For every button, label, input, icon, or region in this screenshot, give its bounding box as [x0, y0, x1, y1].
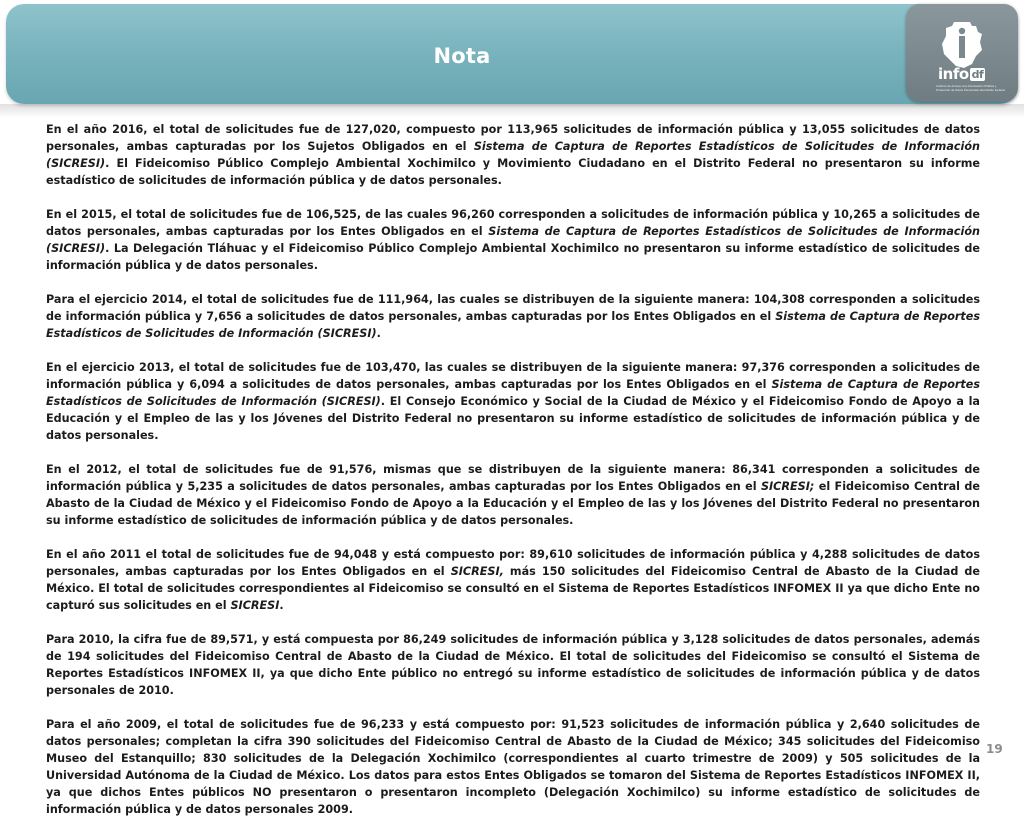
paragraph-text: En el ejercicio 2013, el total de solicitudes fue de 103,470, las cuales se distribuyen de la siguiente manera: 97,376 corresponden a solicitudes de información pública y 6,094 a solicitudes de datos personales, ambas capturadas por los Entes Obligados en el	[46, 361, 980, 391]
note-paragraph	[46, 716, 980, 818]
system-name: SICRESI;	[760, 480, 815, 493]
info-logo-icon	[940, 20, 984, 70]
paragraph-text: el Fideicomiso Central de Abasto de la Ciudad de México y el Fideicomiso Fondo de Apoyo a la Educación y el Empleo de las y los Jóvenes del Distrito Federal no presentaron su informe estadístico de solicitudes de información pública y de datos personales.	[46, 480, 980, 527]
page-number: 19	[986, 742, 1003, 756]
note-paragraph	[46, 359, 980, 444]
note-paragraph	[46, 546, 980, 614]
info-logo-tagline: Instituto de Acceso a la Información Pública y Protección de Datos Personales del Distrito Federal	[936, 84, 1005, 92]
note-body	[46, 121, 980, 818]
paragraph-text: Para el año 2009, el total de solicitudes fue de 96,233 y está compuesto por: 91,523 solicitudes de información pública y 2,640 solicitudes de datos personales; completan la cifra 390 solicitudes del Fideicomiso Central de Abasto de la Ciudad de México; 345 solicitudes del Fideicomiso Museo del Estanquillo; 830 solicitudes de la Delegación Xochimilco (correspondientes al cuarto trimestre de 2009) y 505 solicitudes de la Universidad Autónoma de la Ciudad de México. Los datos para estos Entes Obligados se tomaron del Sistema de Reportes Estadísticos INFOMEX II, ya que dichos Entes públicos NO presentaron o presentaron incompleto (Delegación Xochimilco) su informe estadístico de solicitudes de información pública y de datos personales 2009.	[46, 718, 980, 816]
paragraph-text: En el año 2011 el total de solicitudes fue de 94,048 y está compuesto por: 89,610 solicitudes de información pública y 4,288 solicitudes de datos personales, ambas capturadas por los Entes Obligados en el	[46, 548, 980, 578]
system-name: SICRESI,	[450, 565, 504, 578]
note-paragraph	[46, 121, 980, 189]
system-name: Sistema de Captura de Reportes Estadísticos de Solicitudes de Información (SICRESI)	[46, 140, 981, 170]
paragraph-text: Para 2010, la cifra fue de 89,571, y está compuesta por 86,249 solicitudes de información pública y 3,128 solicitudes de datos personales, además de 194 solicitudes del Fideicomiso Central de Abasto de la Ciudad de México. El total de solicitudes del Fideicomiso se consultó el Sistema de Reportes Estadísticos INFOMEX II, ya que dicho Ente público no entregó su informe estadístico de solicitudes de información pública y de datos personales de 2010.	[46, 633, 980, 697]
system-name: Sistema de Captura de Reportes Estadísticos de Solicitudes de Información (SICRESI)	[46, 378, 981, 408]
paragraph-text: En el 2012, el total de solicitudes fue de 91,576, mismas que se distribuyen de la siguiente manera: 86,341 corresponden a solicitudes de información pública y 5,235 a solicitudes de datos personales, ambas capturadas por los Entes Obligados en el	[46, 463, 980, 493]
paragraph-text: .	[279, 599, 284, 612]
paragraph-text: . La Delegación Tláhuac y el Fideicomiso Público Complejo Ambiental Xochimilco no presentaron su informe estadístico de solicitudes de información pública y de datos personales.	[46, 242, 980, 272]
paragraph-text: En el 2015, el total de solicitudes fue de 106,525, de las cuales 96,260 corresponden a solicitudes de información pública y 10,265 a solicitudes de datos personales, ambas capturadas por los Entes Obligados en el	[46, 208, 980, 238]
info-logo	[906, 4, 1018, 102]
note-paragraph	[46, 291, 980, 342]
system-name: SICRESI	[230, 599, 280, 612]
paragraph-text: Para el ejercicio 2014, el total de solicitudes fue de 111,964, las cuales se distribuyen de la siguiente manera: 104,308 corresponden a solicitudes de información pública y 7,656 a solicitudes de datos personales, ambas capturadas por los Entes Obligados en el	[46, 293, 980, 323]
page-title: Nota	[433, 44, 491, 68]
note-paragraph	[46, 206, 980, 274]
info-logo-text: info df	[938, 65, 984, 83]
note-paragraph	[46, 461, 980, 529]
note-paragraph	[46, 631, 980, 699]
header-shadow	[0, 104, 1024, 118]
paragraph-text: .	[376, 327, 381, 340]
system-name: Sistema de Captura de Reportes Estadísticos de Solicitudes de Información (SICRESI)	[46, 310, 981, 340]
paragraph-text: En el año 2016, el total de solicitudes fue de 127,020, compuesto por 113,965 solicitudes de información pública y 13,055 solicitudes de datos personales, ambas capturadas por los Sujetos Obligados en el	[46, 123, 980, 153]
paragraph-text: . El Consejo Económico y Social de la Ciudad de México y el Fideicomiso Fondo de Apoyo a la Educación y el Empleo de las y los Jóvenes del Distrito Federal no presentaron su informe estadístico de solicitudes de información pública y de datos personales.	[46, 395, 980, 442]
paragraph-text: más 150 solicitudes del Fideicomiso Central de Abasto de la Ciudad de México. El total de solicitudes correspondientes al Fideicomiso se consultó en el Sistema de Reportes Estadísticos INFOMEX II ya que dicho Ente no capturó sus solicitudes en el	[46, 565, 980, 612]
paragraph-text: . El Fideicomiso Público Complejo Ambiental Xochimilco y Movimiento Ciudadano en el Distrito Federal no presentaron su informe estadístico de solicitudes de información pública y de datos personales.	[46, 157, 980, 187]
header-bar	[6, 4, 1018, 104]
system-name: Sistema de Captura de Reportes Estadísticos de Solicitudes de Información (SICRESI)	[46, 225, 980, 255]
